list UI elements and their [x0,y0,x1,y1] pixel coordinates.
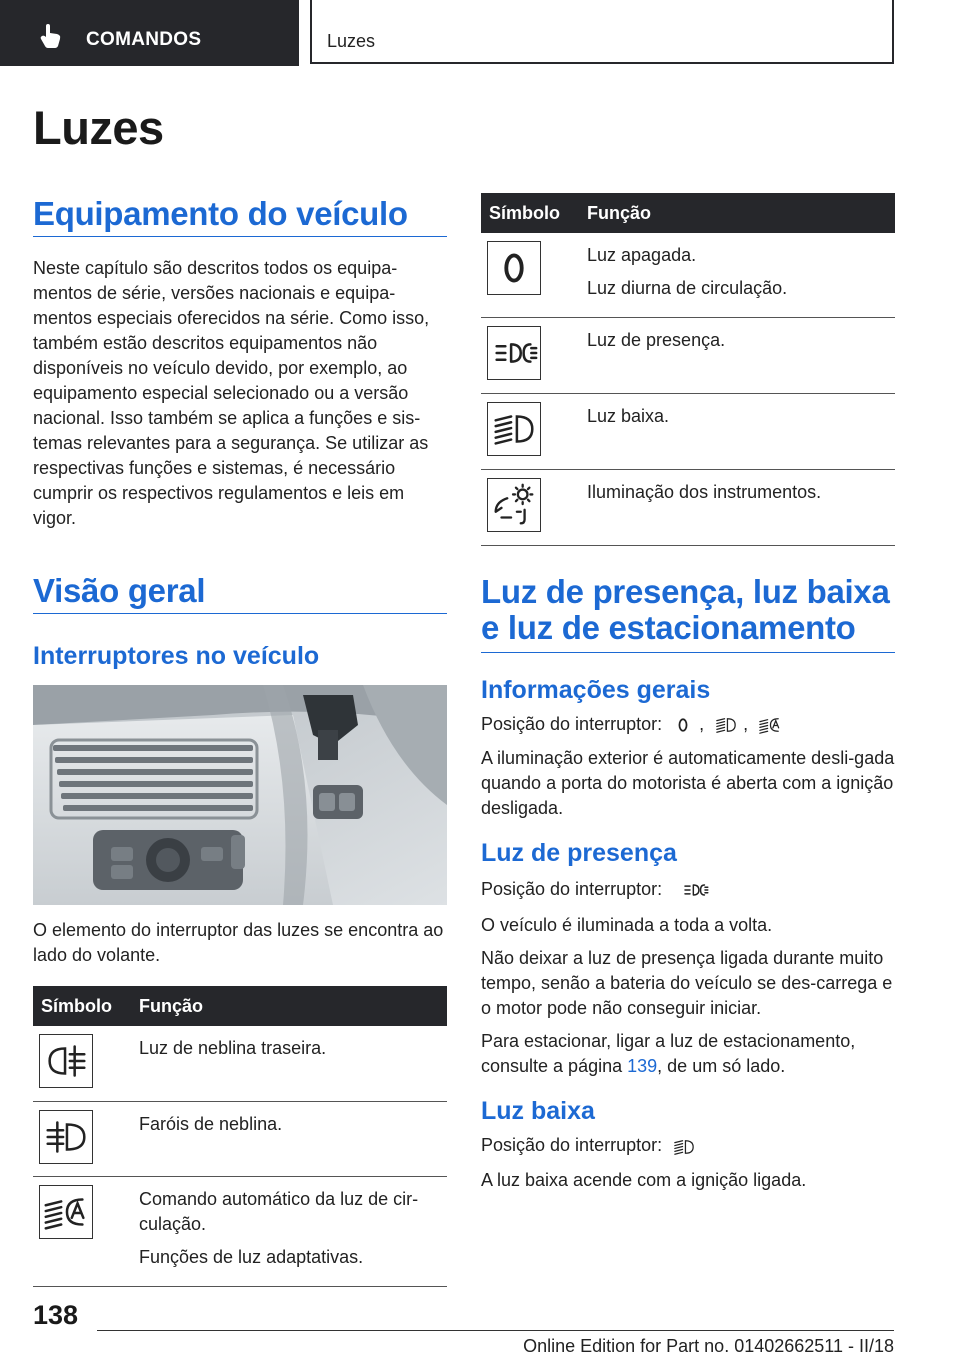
symbol-table-right [481,193,895,546]
separator: , [743,714,749,734]
table-row [481,318,895,394]
col-symbol-header: Símbolo [33,986,131,1026]
function-text: Luz apagada. [587,245,697,265]
col-function-header: Função [131,986,447,1026]
lights-body [481,676,895,1201]
switch-position-line [481,712,895,738]
function-text: Luz baixa. [587,406,670,426]
hand-pointer-icon [38,23,64,49]
symbol-table-left [33,986,447,1287]
switch-position-line [481,875,895,905]
low-beam-icon [488,403,540,455]
function-text: Funções de luz adaptativas. [139,1246,364,1267]
general-info-text: A iluminação exterior é automaticamente desli-gada quando a porta do motorista é aberta com a ignição desligada. [481,748,895,819]
edition-note: Online Edition for Part no. 01402662511 - II/18 [523,1336,894,1356]
automatic-headlight-icon [40,1186,92,1238]
chapter-tab[interactable] [0,0,299,66]
front-fog-light-icon [40,1111,92,1163]
parking-text-2: Não deixar a luz de presença ligada durante muito tempo, senão a bateria do veículo se des-carrega e o motor pode não conseguir iniciar. [481,948,893,1019]
low-beam-text: A luz baixa acende com a ignição ligada. [481,1169,807,1190]
zero-position-icon [671,713,695,737]
separator: , [699,714,705,734]
dashboard-illustration [33,685,447,905]
light-switch-photo [33,685,447,905]
instrument-lighting-icon [488,479,540,531]
table-row [33,1176,447,1286]
switch-position-label: Posição do interruptor: [481,714,663,734]
function-text: Comando automático da luz de cir-culação. [139,1188,419,1234]
function-text: Luz de neblina traseira. [139,1038,327,1058]
chapter-label: COMANDOS [86,29,202,50]
parking-light-icon [488,327,540,379]
lights-heading: Luz de presença, luz baixa e luz de estacionamento [481,574,895,653]
switch-position-label: Posição do interruptor: [481,1135,663,1156]
switch-position-line [481,1133,895,1159]
table-row [481,470,895,546]
col-symbol-header: Símbolo [481,193,579,233]
footer-divider [97,1330,894,1331]
equipment-text: Neste capítulo são descritos todos os equipa-mentos de série, versões nacionais e equipa-mentos especiais oferecidos na série. Como isso, também estão descritos equipamentos não disponíveis no veículo devido, por exemplo, ao equipamento especial selecionado ou a versão nacional. Isso também se aplica a funções e sis-temas relevantes para a segurança. Se utilizar as respectivas funções e sistemas, é necessário cumprir os respectivos regulamentos e leis em vigor. [33,258,430,528]
general-info-heading: Informações gerais [481,676,711,704]
low-beam-icon [671,1134,697,1160]
parking-light-heading: Luz de presença [481,839,677,868]
low-beam-heading: Luz baixa [481,1097,595,1126]
breadcrumb-label: Luzes [327,31,376,51]
function-text: Iluminação dos instrumentos. [587,482,822,502]
page-number: 138 [33,1300,79,1330]
photo-caption: O elemento do interruptor das luzes se encontra ao lado do volante. [33,920,444,965]
table-row [481,233,895,318]
automatic-headlight-icon [757,712,783,738]
col-function-header: Função [579,193,895,233]
parking-text-3 [481,1029,895,1079]
parking-text-1: O veículo é iluminada a toda a volta. [481,915,773,936]
parking-light-icon [671,875,719,905]
parking-text-3-start: Para estacionar, ligar a luz de estacionamento, consulte a página [481,1031,856,1077]
rear-fog-light-icon [40,1035,92,1087]
table-row [33,1026,447,1101]
function-text: Luz diurna de circulação. [587,278,788,298]
switches-subheading: Interruptores no veículo [33,642,320,670]
equipment-heading: Equipamento do veículo [33,196,447,237]
function-text: Faróis de neblina. [139,1113,283,1134]
table-row [33,1101,447,1176]
overview-heading: Visão geral [33,573,447,614]
function-text: Luz de presença. [587,330,726,350]
parking-text-3-end: , de um só lado. [657,1056,786,1077]
breadcrumb [310,0,894,64]
switch-position-label: Posição do interruptor: [481,879,663,899]
low-beam-icon [713,712,739,738]
page-link[interactable]: 139 [627,1056,658,1077]
table-row [481,394,895,470]
zero-position-icon [488,242,540,294]
page-title: Luzes [33,101,164,154]
